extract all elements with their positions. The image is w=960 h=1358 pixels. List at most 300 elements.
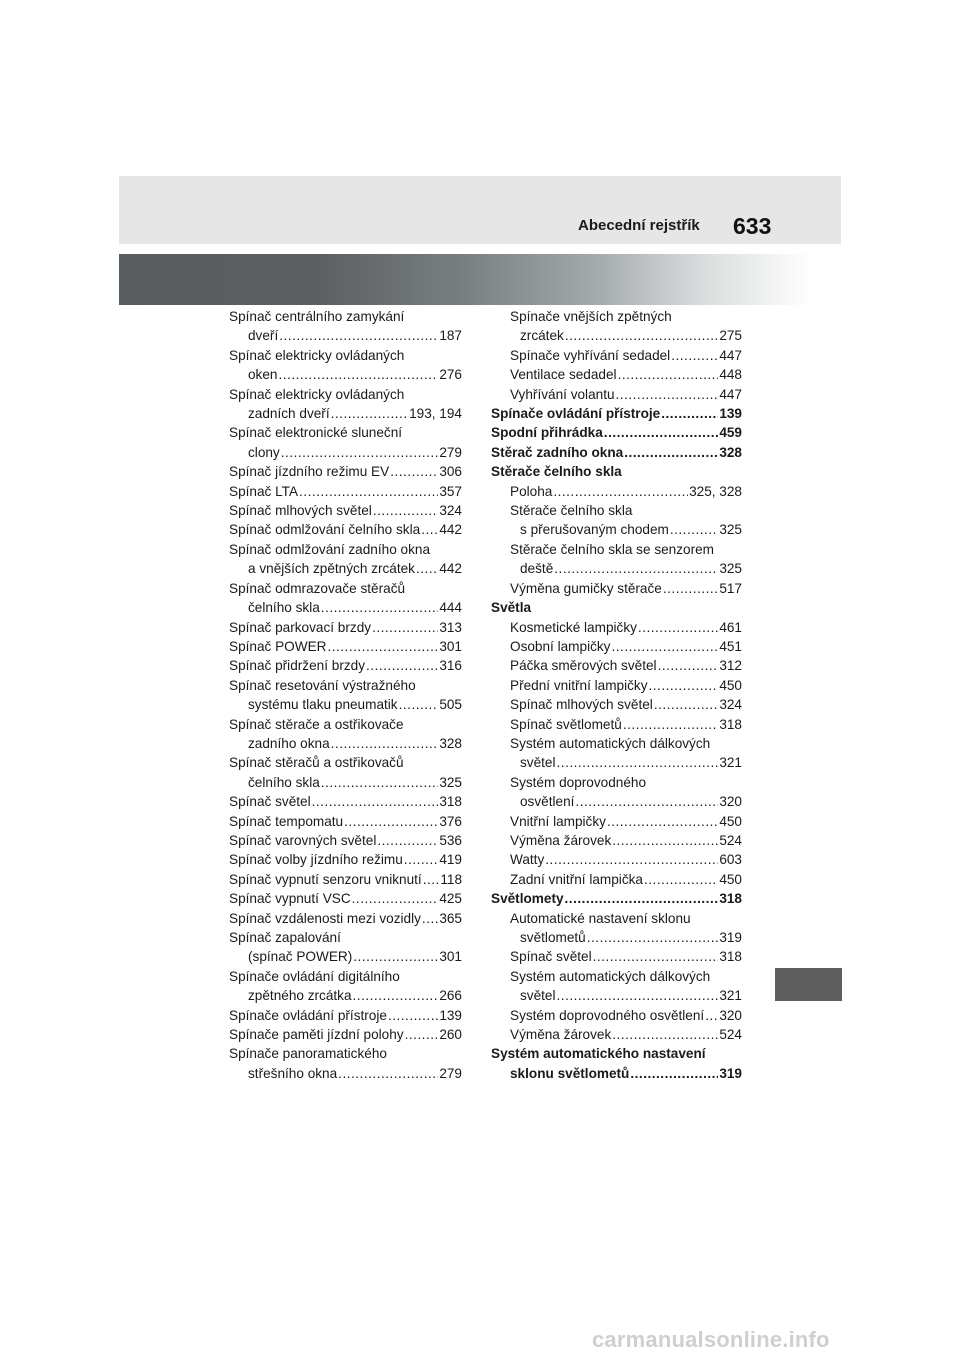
page-ref: 316 — [439, 658, 462, 674]
dot-leader — [404, 850, 439, 869]
index-entry — [491, 947, 742, 966]
index-line — [491, 346, 742, 365]
page-ref: 444 — [439, 600, 462, 616]
page-ref: 318 — [719, 949, 742, 965]
index-entry — [491, 1025, 742, 1044]
entry-text: Spínač světlometů — [510, 716, 622, 732]
dot-leader — [557, 753, 719, 772]
entry-text: Spínač volby jízdního režimu — [229, 852, 403, 868]
index-entry — [229, 753, 462, 792]
index-entry — [229, 1044, 462, 1083]
entry-text: Spínač vypnutí VSC — [229, 891, 351, 907]
index-entry — [491, 482, 742, 501]
entry-text: Páčka směrových světel — [510, 658, 657, 674]
entry-text: Stěrače čelního skla se senzorem — [510, 541, 715, 557]
index-column-right — [491, 307, 742, 1083]
entry-text: zadního okna — [248, 735, 330, 751]
page-ref: 357 — [439, 483, 462, 499]
page-ref: 318 — [719, 891, 742, 907]
chapter-thumb-tab — [775, 968, 842, 1001]
dot-leader — [565, 326, 718, 345]
index-line — [229, 734, 462, 753]
entry-text: Poloha — [510, 483, 553, 499]
index-entry — [229, 831, 462, 850]
index-entry — [229, 346, 462, 385]
page-ref: 603 — [719, 852, 742, 868]
dot-leader — [607, 812, 718, 831]
page-ref: 450 — [719, 677, 742, 693]
index-line — [491, 404, 742, 423]
entry-text: Systém automatického nastavení — [491, 1046, 706, 1062]
entry-text: Spínač světel — [510, 949, 592, 965]
entry-text: zadních dveří — [248, 406, 330, 422]
entry-text: Systém doprovodného — [510, 774, 647, 790]
entry-text: Kosmetické lampičky — [510, 619, 637, 635]
entry-text: Spínač elektricky ovládaných — [229, 347, 405, 363]
index-entry — [491, 598, 742, 617]
dot-leader — [405, 1025, 439, 1044]
index-entry — [229, 889, 462, 908]
index-line — [491, 753, 742, 772]
index-entry — [229, 870, 462, 889]
index-entry — [229, 928, 462, 967]
entry-text: světel — [520, 988, 556, 1004]
entry-text: zrcátek — [520, 328, 564, 344]
index-line — [229, 831, 462, 850]
index-line — [491, 928, 742, 947]
index-line — [491, 812, 742, 831]
index-entry — [491, 656, 742, 675]
index-line — [491, 443, 742, 462]
entry-text: Spínač odmlžování zadního okna — [229, 541, 431, 557]
dot-leader — [352, 889, 439, 908]
entry-text: Stěrače čelního skla — [491, 464, 622, 480]
page-ref: 328 — [439, 735, 462, 751]
index-line — [491, 986, 742, 1005]
entry-text: Stěrače čelního skla — [510, 503, 633, 519]
entry-text: Spínač POWER — [229, 638, 327, 654]
page-ref: 312 — [719, 658, 742, 674]
entry-text: Spínač přidržení brzdy — [229, 658, 366, 674]
index-entry — [229, 501, 462, 520]
page-ref: 324 — [719, 697, 742, 713]
index-entry — [491, 307, 742, 346]
index-entry — [491, 1044, 742, 1083]
page-ref: 536 — [439, 832, 462, 848]
page-ref: 447 — [719, 386, 742, 402]
index-line — [491, 1006, 742, 1025]
entry-text: s přerušovaným chodem — [520, 522, 669, 538]
dot-leader — [545, 850, 718, 869]
entry-text: Výměna žárovek — [510, 1027, 612, 1043]
entry-text: Stěrač zadního okna — [491, 444, 624, 460]
dot-leader — [416, 559, 438, 578]
entry-text: zpětného zrcátka — [248, 988, 352, 1004]
index-line — [229, 986, 462, 1005]
index-entry — [491, 715, 742, 734]
entry-text: Světla — [491, 600, 532, 616]
index-entry — [491, 850, 742, 869]
dot-leader — [399, 695, 439, 714]
index-line — [491, 870, 742, 889]
index-line — [229, 618, 462, 637]
entry-text: Spínač vypnutí senzoru vniknutí — [229, 871, 422, 887]
dot-leader — [554, 559, 718, 578]
index-line — [229, 462, 462, 481]
index-entry — [491, 909, 742, 948]
entry-text: Spínač stěrače a ostřikovače — [229, 716, 404, 732]
index-entry — [491, 831, 742, 850]
page-ref: 320 — [719, 794, 742, 810]
index-line — [229, 947, 462, 966]
page-ref: 275 — [719, 328, 742, 344]
dot-leader — [638, 618, 718, 637]
index-entry — [229, 715, 462, 754]
entry-text: Spínač stěračů a ostřikovačů — [229, 755, 404, 771]
watermark: carmanualsonline.info — [592, 1327, 830, 1352]
index-entry — [491, 812, 742, 831]
index-entry — [491, 404, 742, 423]
index-entry — [229, 812, 462, 831]
entry-text: deště — [520, 561, 554, 577]
index-entry — [229, 618, 462, 637]
entry-text: Systém doprovodného osvětlení — [510, 1007, 705, 1023]
dot-leader — [649, 676, 719, 695]
page-ref: 193, 194 — [409, 406, 462, 422]
dot-leader — [593, 947, 719, 966]
dot-leader — [279, 326, 438, 345]
page-ref: 139 — [719, 406, 742, 422]
entry-text: osvětlení — [520, 794, 575, 810]
index-line — [229, 870, 462, 889]
page-ref: 260 — [439, 1027, 462, 1043]
entry-text: Výměna gumičky stěrače — [510, 580, 662, 596]
entry-text: Zadní vnitřní lampička — [510, 871, 643, 887]
dot-leader — [670, 520, 718, 539]
index-line — [491, 715, 742, 734]
section-title: Abecední rejstřík — [578, 217, 700, 234]
entry-text: světlometů — [520, 930, 586, 945]
dot-leader — [366, 656, 438, 675]
index-entry — [229, 423, 462, 462]
entry-text: clony — [248, 444, 280, 460]
entry-text: Spínač vzdálenosti mezi vozidly — [229, 910, 421, 926]
entry-text: Spodní přihrádka — [491, 425, 603, 441]
index-entry — [491, 870, 742, 889]
index-entry — [229, 520, 462, 539]
dot-leader — [618, 365, 719, 384]
index-line — [491, 889, 742, 908]
entry-text: Osobní lampičky — [510, 638, 611, 654]
entry-text: Spínač resetování výstražného — [229, 677, 416, 693]
entry-text: Spínač parkovací brzdy — [229, 619, 372, 635]
index-entry — [229, 967, 462, 1006]
index-entry — [491, 637, 742, 656]
dot-leader — [671, 346, 718, 365]
entry-text: čelního skla — [248, 600, 320, 616]
dot-leader — [423, 870, 440, 889]
page-ref: 118 — [440, 871, 462, 887]
page-ref: 325, 328 — [689, 483, 742, 499]
entry-text: střešního okna — [248, 1065, 338, 1081]
index-line — [229, 443, 462, 462]
index-entry — [491, 501, 742, 540]
page-ref: 321 — [719, 755, 742, 771]
index-line — [229, 812, 462, 831]
page-ref: 321 — [719, 988, 742, 1004]
entry-text: čelního skla — [248, 774, 320, 790]
index-entry — [491, 579, 742, 598]
entry-text: (spínač POWER) — [248, 949, 353, 965]
index-entry — [491, 618, 742, 637]
index-line — [229, 1006, 462, 1025]
index-entry — [229, 909, 462, 928]
entry-text: Vnitřní lampičky — [510, 813, 606, 829]
dot-leader — [278, 365, 438, 384]
dot-leader — [372, 618, 438, 637]
dot-leader — [616, 385, 719, 404]
header-banner — [119, 254, 841, 305]
index-entry — [491, 967, 742, 1006]
entry-text: Vyhřívání volantu — [510, 386, 615, 402]
dot-leader — [575, 792, 718, 811]
dot-leader — [654, 695, 719, 714]
index-entry — [491, 423, 742, 442]
page-ref: 451 — [719, 638, 742, 654]
page-ref: 266 — [439, 988, 462, 1004]
entry-text: Spínače ovládání digitálního — [229, 968, 400, 984]
page-ref: 328 — [719, 444, 742, 460]
entry-text: Spínač tempomatu — [229, 813, 344, 829]
page-ref: 450 — [719, 813, 742, 829]
entry-text: Spínač elektricky ovládaných — [229, 386, 405, 402]
dot-leader — [331, 404, 408, 423]
entry-text: Spínač centrálního zamykání — [229, 309, 405, 324]
index-line — [491, 423, 742, 442]
dot-leader — [321, 773, 439, 792]
page-ref: 319 — [719, 930, 742, 945]
entry-text: Přední vnitřní lampičky — [510, 677, 648, 693]
dot-leader — [557, 986, 719, 1005]
index-line — [491, 831, 742, 850]
page-ref: 450 — [719, 871, 742, 887]
page-ref: 505 — [439, 697, 462, 713]
entry-text: Spínač jízdního režimu EV — [229, 464, 390, 480]
index-line — [491, 676, 742, 695]
index-entry — [229, 385, 462, 424]
index-entry — [229, 792, 462, 811]
page-ref: 447 — [719, 347, 742, 363]
index-entry — [491, 540, 742, 579]
page-ref: 365 — [439, 910, 462, 926]
index-line — [491, 482, 742, 501]
index-entry — [491, 346, 742, 365]
entry-text: Ventilace sedadel — [510, 367, 617, 383]
index-column-left — [229, 307, 462, 1083]
page-ref: 524 — [719, 832, 742, 848]
page-ref: 461 — [719, 619, 742, 635]
index-entry — [229, 462, 462, 481]
index-line — [229, 1025, 462, 1044]
entry-text: Spínače paměti jízdní polohy — [229, 1027, 404, 1043]
page-number: 633 — [733, 213, 772, 239]
index-line — [229, 520, 462, 539]
page-ref: 318 — [439, 794, 462, 810]
dot-leader — [327, 637, 438, 656]
page-ref: 187 — [439, 328, 462, 344]
dot-leader — [624, 443, 718, 462]
index-line — [229, 850, 462, 869]
index-line — [491, 656, 742, 675]
dot-leader — [299, 482, 438, 501]
index-line — [229, 326, 462, 345]
entry-text: Spínače ovládání přístroje — [491, 406, 661, 422]
dot-leader — [630, 1064, 718, 1083]
dot-leader — [390, 462, 438, 481]
index-line — [491, 385, 742, 404]
index-line — [229, 792, 462, 811]
entry-text: Spínače ovládání přístroje — [229, 1007, 387, 1023]
page-ref: 301 — [439, 638, 462, 654]
index-line — [229, 909, 462, 928]
page-ref: 306 — [439, 464, 462, 480]
index-entry — [491, 443, 742, 462]
index-line — [229, 656, 462, 675]
dot-leader — [587, 928, 719, 947]
page-ref: 313 — [439, 619, 462, 635]
entry-text: Automatické nastavení sklonu — [510, 910, 691, 926]
index-line — [491, 1064, 742, 1083]
entry-text: Systém automatických dálkových — [510, 968, 711, 984]
index-entry — [229, 676, 462, 715]
page-ref: 419 — [439, 852, 462, 868]
entry-text: sklonu světlometů — [510, 1065, 630, 1081]
index-line — [229, 365, 462, 384]
index-line — [491, 365, 742, 384]
page-ref: 139 — [439, 1007, 462, 1023]
page-ref: 320 — [719, 1007, 742, 1023]
index-line — [491, 618, 742, 637]
page-ref: 425 — [439, 891, 462, 907]
page-ref: 325 — [719, 561, 742, 577]
dot-leader — [321, 598, 439, 617]
dot-leader — [344, 812, 438, 831]
index-entry — [229, 1006, 462, 1025]
dot-leader — [421, 520, 438, 539]
index-entry — [229, 850, 462, 869]
index-entry — [491, 734, 742, 773]
dot-leader — [565, 889, 719, 908]
index-line — [491, 947, 742, 966]
index-entry — [229, 482, 462, 501]
dot-leader — [705, 1006, 718, 1025]
dot-leader — [644, 870, 718, 889]
dot-leader — [661, 404, 718, 423]
entry-text: Spínače panoramatického — [229, 1046, 387, 1062]
index-line — [229, 773, 462, 792]
entry-text: Světlomety — [491, 891, 564, 907]
index-entry — [491, 889, 742, 908]
page-ref: 325 — [719, 522, 742, 538]
index-entry — [229, 540, 462, 579]
index-entry — [229, 579, 462, 618]
page-ref: 324 — [439, 503, 462, 519]
page-ref: 319 — [719, 1065, 742, 1081]
index-line — [491, 850, 742, 869]
entry-text: světel — [520, 755, 556, 771]
index-line — [491, 695, 742, 714]
dot-leader — [353, 986, 439, 1005]
index-entry — [229, 656, 462, 675]
dot-leader — [338, 1064, 438, 1083]
entry-text: Spínač LTA — [229, 483, 299, 499]
dot-leader — [611, 637, 718, 656]
entry-text: dveří — [248, 328, 279, 344]
page-ref: 442 — [439, 561, 462, 577]
index-entry — [491, 462, 742, 481]
page-ref: 325 — [439, 774, 462, 790]
index-line — [229, 695, 462, 714]
dot-leader — [373, 501, 439, 520]
index-line — [229, 637, 462, 656]
index-line — [229, 559, 462, 578]
dot-leader — [663, 579, 718, 598]
dot-leader — [353, 947, 438, 966]
index-line — [491, 559, 742, 578]
dot-leader — [331, 734, 439, 753]
page-ref: 442 — [439, 522, 462, 538]
index-entry — [491, 676, 742, 695]
entry-text: Spínač zapalování — [229, 930, 341, 945]
entry-text: a vnějších zpětných zrcátek — [248, 561, 415, 577]
page-ref: 318 — [719, 716, 742, 732]
dot-leader — [312, 792, 439, 811]
index-line — [229, 404, 462, 423]
entry-text: systému tlaku pneumatik — [248, 697, 398, 713]
index-entry — [491, 773, 742, 812]
index-line — [491, 1025, 742, 1044]
entry-text: Watty — [510, 852, 545, 868]
dot-leader — [612, 831, 718, 850]
index-line — [491, 792, 742, 811]
entry-text: Spínač odmrazovače stěračů — [229, 580, 406, 596]
page-ref: 524 — [719, 1027, 742, 1043]
entry-text: Spínač odmlžování čelního skla — [229, 522, 421, 538]
page-ref: 279 — [439, 1065, 462, 1081]
page-ref: 301 — [439, 949, 462, 965]
index-entry — [491, 695, 742, 714]
index-entry — [491, 385, 742, 404]
entry-text: Systém automatických dálkových — [510, 735, 711, 751]
index-line — [491, 326, 742, 345]
page-ref: 517 — [719, 580, 742, 596]
page-ref: 459 — [719, 425, 742, 441]
index-entry — [229, 307, 462, 346]
index-line — [229, 1064, 462, 1083]
index-line — [229, 482, 462, 501]
index-line — [229, 501, 462, 520]
dot-leader — [388, 1006, 438, 1025]
entry-text: Spínač varovných světel — [229, 832, 377, 848]
index-line — [491, 637, 742, 656]
entry-text: Spínač elektronické sluneční — [229, 425, 403, 441]
index-entry — [491, 1006, 742, 1025]
index-line — [491, 520, 742, 539]
page-ref: 448 — [719, 367, 742, 383]
index-line — [229, 598, 462, 617]
dot-leader — [553, 482, 688, 501]
page-ref: 279 — [439, 444, 462, 460]
